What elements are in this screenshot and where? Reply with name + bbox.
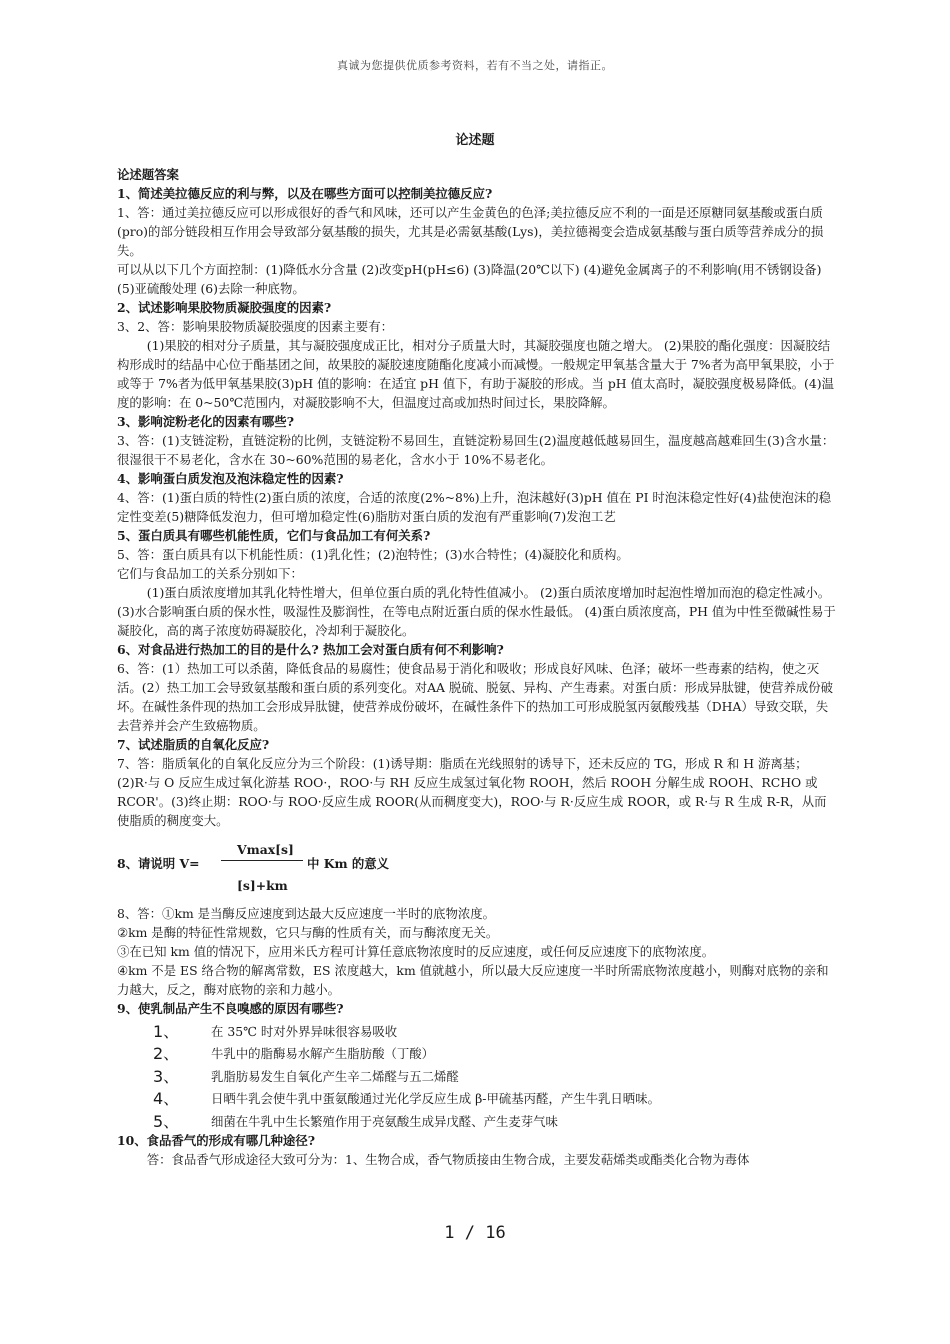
list-item-text: 日晒牛乳会使牛乳中蛋氨酸通过光化学反应生成 β-甲硫基丙醛，产生牛乳日晒味。 (211, 1091, 660, 1106)
question-4: 4、影响蛋白质发泡及泡沫稳定性的因素? (117, 471, 344, 486)
answer-7: 7、答：脂质氧化的自氧化反应分为三个阶段：(1)诱导期：脂质在光线照射的诱导下，还未反应的 TG，形成 R 和 H 游离基；(2)R·与 O 反应生成过氧化游基 ROO·，ROO·与 RH 反应生成氢过氧化物 ROOH，然后 ROOH 分解生成 ROOH、RCHO 或 RCOR'。(3)终止期：ROO·与 ROO·反应生成 ROOR(从而稠度变大)，ROO·与 R·反应生成 ROOR，或 R·与 R 生成 R-R，从而使脂质的稠度变大。 (117, 756, 827, 828)
list-item (117, 1041, 837, 1064)
answer-5-body: (1)蛋白质浓度增加其乳化特性增大，但单位蛋白质的乳化特性值减小。 (2)蛋白质浓度增加时起泡性增加而泡的稳定性减小。(3)水合影响蛋白质的保水性，吸湿性及膨润性，在等电点附近蛋白质的保水性最低。 (4)蛋白质浓度高，PH 值为中性至微碱性易于凝胶化，高的离子浓度妨碍凝胶化，冷却利于凝胶化。 (117, 585, 836, 638)
question-8-label: 8、请说明 V= (117, 856, 200, 871)
answer-8-3: ③在已知 km 值的情况下，应用米氏方程可计算任意底物浓度时的反应速度，或任何反应速度下的底物浓度。 (117, 944, 715, 959)
list-item (117, 1063, 837, 1086)
page-header-note: 真诚为您提供优质参考资料，若有不当之处，请指正。 (337, 59, 613, 72)
page-number: 1 / 16 (444, 1223, 506, 1243)
page-title: 论述题 (455, 133, 495, 148)
list-item-number: 5、 (153, 1111, 180, 1131)
answer-4: 4、答：(1)蛋白质的特性(2)蛋白质的浓度，合适的浓度(2%~8%)上升，泡沫越好(3)pH 值在 PI 时泡沫稳定性好(4)盐使泡沫的稳定性变差(5)糖降低发泡力，但可增加稳定性(6)脂肪对蛋白质的发泡有严重影响(7)发泡工艺 (117, 490, 832, 524)
list-item-text: 乳脂肪易发生自氧化产生辛二烯醛与五二烯醛 (211, 1068, 459, 1084)
answer-1-control: 可以从以下几个方面控制：(1)降低水分含量 (2)改变pH(pH≤6) (3)降温(20℃以下) (4)避免金属离子的不利影响(用不锈钢设备) (5)亚硫酸处理 (6)去除一种底物。 (117, 262, 822, 296)
formula-numerator: Vmax[s] (237, 842, 294, 857)
question-3: 3、影响淀粉老化的因素有哪些? (117, 414, 294, 429)
question-2: 2、试述影响果胶物质凝胶强度的因素? (117, 300, 332, 315)
list-item (117, 1108, 837, 1131)
answer-6: 6、答：(1）热加工可以杀菌，降低食品的易腐性；使食品易于消化和吸收；形成良好风味、色泽；破坏一些毒素的结构，使之灭活。(2）热工加工会导致氨基酸和蛋白质的系列变化。对AA 脱硫、脱氨、异构、产生毒素。对蛋白质：形成异肽键，使营养成份破坏。在碱性条件现的热加工会形成异肽键，使营养成份破坏，在碱性条件下的热加工可形成脱氢丙氨酸残基（DHA）导致交联，失去营养并会产生致癌物质。 (117, 661, 834, 733)
list-item-text: 细菌在牛乳中生长繁殖作用于亮氨酸生成异戊醛、产生麦芽气味 (211, 1113, 558, 1129)
list-item (117, 1086, 837, 1109)
list-item-number: 4、 (153, 1089, 180, 1108)
question-9-list (117, 1018, 837, 1131)
answer-5: 5、答：蛋白质具有以下机能性质：(1)乳化性；(2)泡特性；(3)水合特性；(4)凝胶化和质构。 (117, 547, 629, 562)
question-10: 10、食品香气的形成有哪几种途径? (117, 1132, 315, 1148)
answer-5-relation: 它们与食品加工的关系分别如下： (117, 566, 303, 581)
answer-8-4: ④km 不是 ES 络合物的解离常数，ES 浓度越大，km 值就越小，所以最大反应速度一半时所需底物浓度越小，则酶对底物的亲和力越大，反之，酶对底物的亲和力越小。 (117, 963, 829, 997)
question-5: 5、蛋白质具有哪些机能性质，它们与食品加工有何关系? (117, 528, 431, 543)
answer-10: 答：食品香气形成途径大致可分为：1、生物合成，香气物质接由生物合成，主要发萜烯类或酯类化合物为毒体 (146, 1151, 750, 1167)
list-item-number: 3、 (153, 1066, 180, 1086)
answer-2-intro: 3、2、答：影响果胶物质凝胶强度的因素主要有： (117, 319, 393, 334)
list-item-text: 在 35℃ 时对外界异味很容易吸收 (211, 1023, 398, 1039)
list-item (117, 1018, 837, 1041)
question-6: 6、对食品进行热加工的目的是什么? 热加工会对蛋白质有何不利影响? (117, 642, 504, 657)
document-body (117, 165, 837, 1169)
question-8-formula (117, 840, 837, 904)
question-1: 1、简述美拉德反应的利与弊，以及在哪些方面可以控制美拉德反应? (117, 186, 493, 201)
answer-8-2: ②km 是酶的特征性常规数，它只与酶的性质有关，而与酶浓度无关。 (117, 925, 499, 940)
fraction-bar (221, 860, 303, 861)
list-item-number: 1、 (153, 1021, 180, 1041)
answer-2-body: (1)果胶的相对分子质量，其与凝胶强度成正比，相对分子质量大时，其凝胶强度也随之增大。 (2)果胶的酯化强度：因凝胶结构形成时的结晶中心位于酯基团之间，故果胶的凝胶速度随酯化度减小而减慢。一般规定甲氧基含量大于 7%者为高甲氧果胶，小于或等于 7%者为低甲氧基果胶(3)pH 值的影响：在适宜 pH 值下，有助于凝胶的形成。当 pH 值太高时，凝胶强度极易降低。(4)温度的影响：在 0~50℃范围内，对凝胶影响不大，但温度过高或加热时间过长，果胶降解。 (117, 338, 835, 410)
question-8-rest: 中 Km 的意义 (307, 856, 390, 871)
list-item-text: 牛乳中的脂酶易水解产生脂肪酸（丁酸） (211, 1046, 435, 1061)
answer-8-1: 8、答：①km 是当酶反应速度到达最大反应速度一半时的底物浓度。 (117, 906, 496, 921)
question-7: 7、试述脂质的自氧化反应? (117, 737, 270, 752)
answer-1: 1、答：通过美拉德反应可以形成很好的香气和风味，还可以产生金黄色的色泽;美拉德反应不利的一面是还原糖同氨基酸或蛋白质(pro)的部分链段相互作用会导致部分氨基酸的损失，尤其是必需氨基酸(Lys)，美拉德褐变会造成氨基酸与蛋白质等营养成分的损失。 (117, 205, 824, 258)
list-item-number: 2、 (153, 1044, 180, 1063)
question-9: 9、使乳制品产生不良嗅感的原因有哪些? (117, 1001, 344, 1016)
section-heading: 论述题答案 (117, 167, 179, 182)
formula-denominator: [s]+km (237, 878, 288, 893)
answer-3: 3、答：(1)支链淀粉，直链淀粉的比例，支链淀粉不易回生，直链淀粉易回生(2)温度越低越易回生，温度越高越难回生(3)含水量：很湿很干不易老化，含水在 30~60%范围的易老化，含水小于 10%不易老化。 (117, 433, 835, 467)
